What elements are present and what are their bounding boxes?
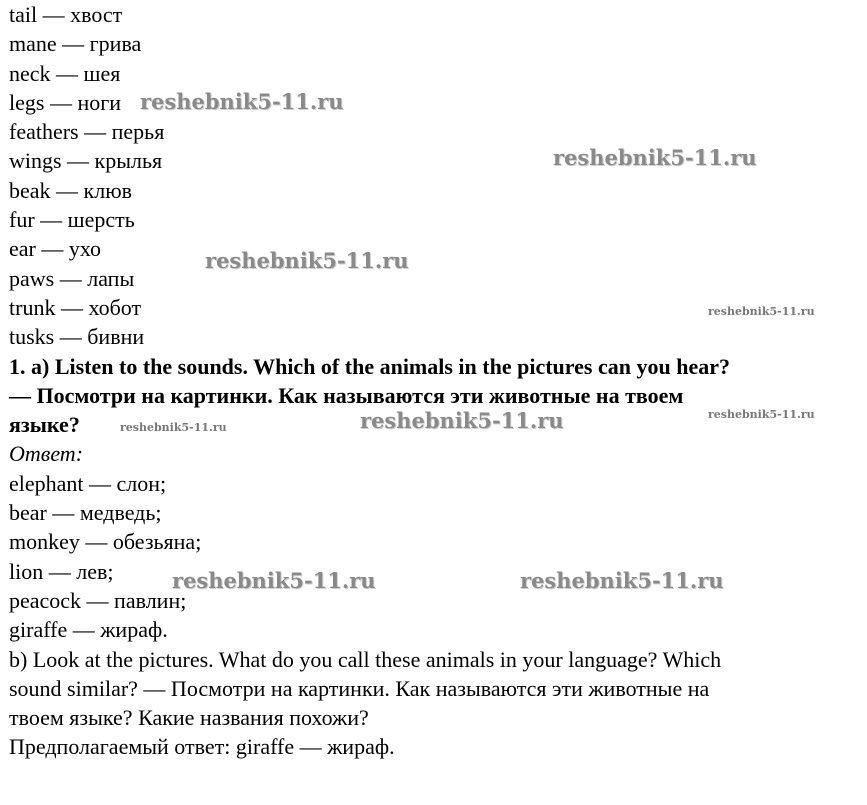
vocab-item-feathers: feathers — перья — [9, 119, 165, 145]
answer-item-giraffe: giraffe — жираф. — [9, 617, 168, 643]
watermark: reshebnik5-11.ru — [205, 248, 409, 273]
answer-item-elephant: elephant — слон; — [9, 470, 167, 496]
watermark: reshebnik5-11.ru — [708, 305, 815, 318]
watermark: reshebnik5-11.ru — [140, 89, 344, 114]
exercise-heading-line-3: языке? — [9, 412, 80, 438]
vocab-item-ear: ear — ухо — [9, 236, 102, 262]
part-b-line-2: sound similar? — Посмотри на картинки. Как называются эти животные на — [9, 675, 710, 701]
watermark: reshebnik5-11.ru — [553, 145, 757, 170]
answer-item-lion: lion — лев; — [9, 558, 114, 584]
part-b-line-1: b) Look at the pictures. What do you call these animals in your language? Which — [9, 646, 722, 672]
vocab-item-neck: neck — шея — [9, 60, 121, 86]
answer-item-peacock: peacock — павлин; — [9, 587, 187, 613]
watermark: reshebnik5-11.ru — [520, 568, 724, 593]
answer-item-monkey: monkey — обезьяна; — [9, 529, 202, 555]
vocab-item-tusks: tusks — бивни — [9, 324, 145, 350]
vocab-item-trunk: trunk — хобот — [9, 294, 142, 320]
exercise-heading-line-1: 1. a) Listen to the sounds. Which of the animals in the pictures can you hear? — [9, 353, 730, 379]
vocab-item-legs: legs — ноги — [9, 89, 122, 115]
expected-answer: Предполагаемый ответ: giraffe — жираф. — [9, 734, 395, 760]
exercise-heading-line-2: — Посмотри на картинки. Как называются эти животные на твоем — [9, 382, 684, 408]
answer-label: Ответ: — [9, 441, 84, 467]
vocab-item-mane: mane — грива — [9, 31, 142, 57]
vocab-item-fur: fur — шерсть — [9, 207, 135, 233]
watermark: reshebnik5-11.ru — [360, 408, 564, 433]
watermark: reshebnik5-11.ru — [708, 408, 815, 421]
vocab-item-paws: paws — лапы — [9, 265, 135, 291]
document-body — [9, 0, 859, 762]
vocab-item-tail: tail — хвост — [9, 2, 123, 27]
watermark: reshebnik5-11.ru — [120, 421, 227, 434]
vocab-item-beak: beak — клюв — [9, 177, 133, 203]
answer-item-bear: bear — медведь; — [9, 500, 162, 526]
vocab-item-wings: wings — крылья — [9, 148, 163, 174]
part-b-line-3: твоем языке? Какие названия похожи? — [9, 705, 369, 731]
watermark: reshebnik5-11.ru — [172, 568, 376, 593]
